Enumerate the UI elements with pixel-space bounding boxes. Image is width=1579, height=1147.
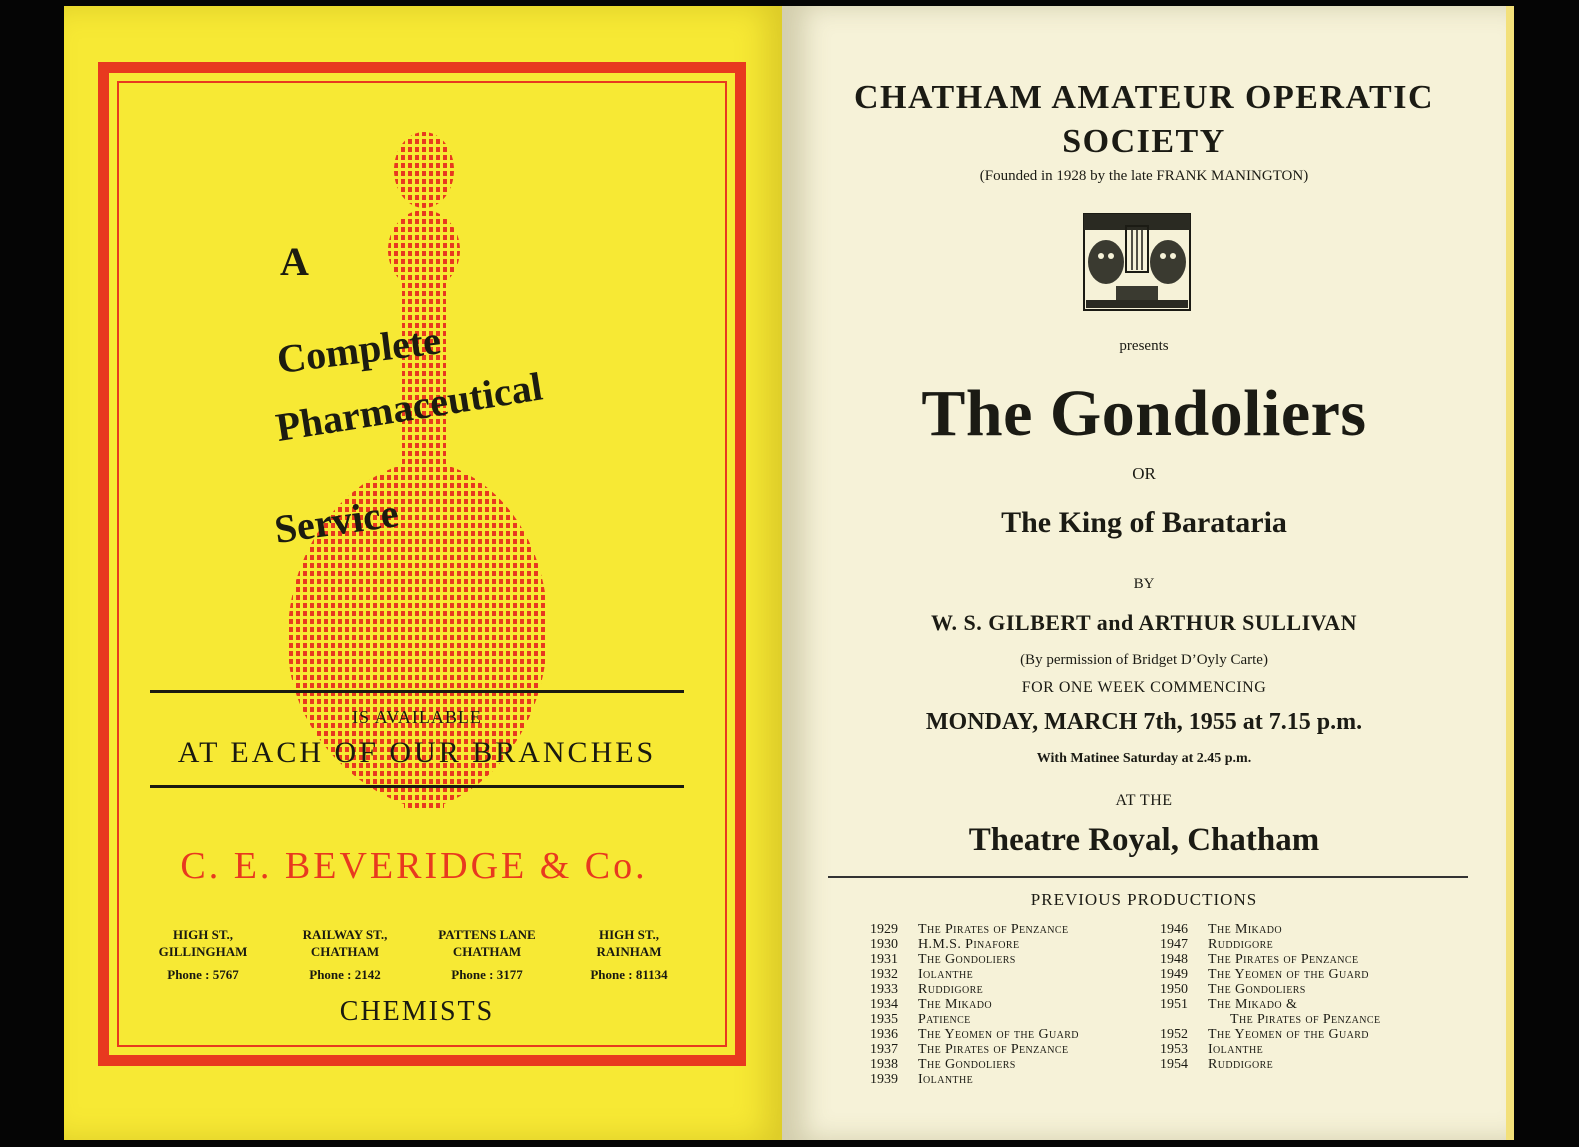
matinee-note: With Matinee Saturday at 2.45 p.m. (1036, 751, 1252, 766)
company-name: C. E. BEVERIDGE & Co. (180, 845, 648, 887)
programme-title-page (782, 6, 1506, 1140)
at-the-text: AT THE (1115, 792, 1173, 809)
production-name: The Yeomen of the Guard (918, 1027, 1079, 1042)
production-year (1160, 1012, 1208, 1027)
production-name: The Mikado (918, 997, 993, 1012)
branch-town: RAINHAM (596, 944, 662, 959)
production-year: 1935 (870, 1012, 898, 1027)
presents-text: presents (1119, 338, 1169, 354)
production-year: 1952 (1160, 1027, 1188, 1042)
production-row (870, 1027, 1079, 1042)
run-length: FOR ONE WEEK COMMENCING (1021, 679, 1267, 696)
production-year: 1938 (870, 1057, 898, 1072)
production-name: The Gondoliers (918, 952, 1016, 967)
production-row (870, 1042, 1079, 1057)
branch-phone: Phone : 5767 (167, 967, 239, 982)
theatre-masks-icon (1082, 212, 1192, 312)
productions-column-2 (1160, 922, 1381, 1072)
branch-town: CHATHAM (310, 944, 380, 959)
production-name: Ruddigore (1208, 1057, 1274, 1072)
production-name: Iolanthe (1208, 1042, 1264, 1057)
opening-date: MONDAY, MARCH 7th, 1955 at 7.15 p.m. (925, 709, 1363, 735)
branch-street: HIGH ST., (172, 927, 234, 942)
branch-town: CHATHAM (452, 944, 522, 959)
production-row-continuation (1160, 1012, 1381, 1027)
branch-town: GILLINGHAM (158, 944, 248, 959)
production-year: 1939 (870, 1072, 898, 1087)
production-subtitle: The King of Barataria (1001, 506, 1287, 539)
branch-item (136, 926, 270, 983)
ad-headline-pharmaceutical: Pharmaceutical (272, 363, 546, 451)
production-row (1160, 997, 1381, 1012)
branch-item (562, 926, 696, 983)
production-row (1160, 952, 1381, 967)
advertisement-page (64, 6, 784, 1140)
production-name: H.M.S. Pinafore (918, 937, 1020, 952)
production-name: The Mikado (1208, 922, 1283, 937)
production-row (870, 922, 1079, 937)
production-row (870, 1012, 1079, 1027)
society-name-line1: CHATHAM AMATEUR OPERATIC (854, 79, 1434, 116)
ad-headline-service: Service (271, 490, 402, 553)
production-name: Ruddigore (918, 982, 984, 997)
society-name-line2: SOCIETY (1062, 123, 1226, 160)
production-year: 1954 (1160, 1057, 1188, 1072)
production-name: Patience (918, 1012, 971, 1027)
production-year: 1946 (1160, 922, 1188, 937)
production-name: The Pirates of Penzance (918, 922, 1069, 937)
production-name: The Yeomen of the Guard (1208, 1027, 1369, 1042)
production-row (1160, 982, 1381, 997)
production-year: 1936 (870, 1027, 898, 1042)
branch-phone: Phone : 2142 (309, 967, 381, 982)
production-row (870, 997, 1079, 1012)
production-year: 1929 (870, 922, 898, 937)
production-row (1160, 922, 1381, 937)
production-year: 1933 (870, 982, 898, 997)
branch-street: HIGH ST., (598, 927, 660, 942)
production-row (870, 952, 1079, 967)
production-year: 1951 (1160, 997, 1188, 1012)
permission-note: (By permission of Bridget D’Oyly Carte) (1020, 652, 1268, 668)
ad-rule-bottom (150, 785, 684, 788)
production-row (1160, 1027, 1381, 1042)
or-text: OR (1132, 464, 1156, 483)
production-name: The Yeomen of the Guard (1208, 967, 1369, 982)
branch-street: RAILWAY ST., (302, 927, 388, 942)
production-row (1160, 1042, 1381, 1057)
ad-available-text: IS AVAILABLE (352, 707, 482, 727)
production-row (870, 982, 1079, 997)
production-year: 1930 (870, 937, 898, 952)
ad-rule-top (150, 690, 684, 693)
production-name: Ruddigore (1208, 937, 1274, 952)
production-year: 1931 (870, 952, 898, 967)
production-year: 1948 (1160, 952, 1188, 967)
branch-phone: Phone : 81134 (590, 967, 668, 982)
society-name (782, 76, 1506, 164)
page-edge (1506, 6, 1514, 1140)
production-row (1160, 1057, 1381, 1072)
production-row (870, 1057, 1079, 1072)
production-row (870, 1072, 1079, 1087)
ad-headline-a: A (280, 239, 309, 284)
venue-name: Theatre Royal, Chatham (968, 822, 1320, 858)
production-year: 1949 (1160, 967, 1188, 982)
founded-note: (Founded in 1928 by the late FRANK MANINGTON) (979, 168, 1309, 184)
production-row (870, 937, 1079, 952)
authors: W. S. GILBERT and ARTHUR SULLIVAN (931, 610, 1357, 635)
production-year: 1950 (1160, 982, 1188, 997)
production-name: Iolanthe (918, 967, 974, 982)
chemists-footer: CHEMISTS (339, 996, 495, 1027)
productions-column-1 (870, 922, 1079, 1087)
production-year: 1932 (870, 967, 898, 982)
ad-headline-complete: Complete (274, 317, 444, 383)
branch-phone: Phone : 3177 (451, 967, 523, 982)
branch-street: PATTENS LANE (438, 927, 536, 942)
branch-item (420, 926, 554, 983)
production-year: 1947 (1160, 937, 1188, 952)
branch-item (278, 926, 412, 983)
production-name: The Gondoliers (918, 1057, 1016, 1072)
production-row (1160, 967, 1381, 982)
production-row (870, 967, 1079, 982)
production-name: The Pirates of Penzance (1208, 952, 1359, 967)
production-year: 1937 (870, 1042, 898, 1057)
ad-branches-text: AT EACH OF OUR BRANCHES (177, 736, 657, 769)
section-divider (828, 876, 1468, 878)
production-name: The Mikado & (1208, 997, 1298, 1012)
production-title: The Gondoliers (921, 377, 1367, 450)
production-name: Iolanthe (918, 1072, 974, 1087)
previous-productions-heading: PREVIOUS PRODUCTIONS (1030, 890, 1258, 909)
production-row (1160, 937, 1381, 952)
production-name: The Pirates of Penzance (1230, 1012, 1381, 1027)
production-year: 1934 (870, 997, 898, 1012)
production-name: The Gondoliers (1208, 982, 1306, 997)
branch-list (136, 926, 696, 983)
production-year: 1953 (1160, 1042, 1188, 1057)
production-name: The Pirates of Penzance (918, 1042, 1069, 1057)
by-text: BY (1133, 576, 1155, 592)
